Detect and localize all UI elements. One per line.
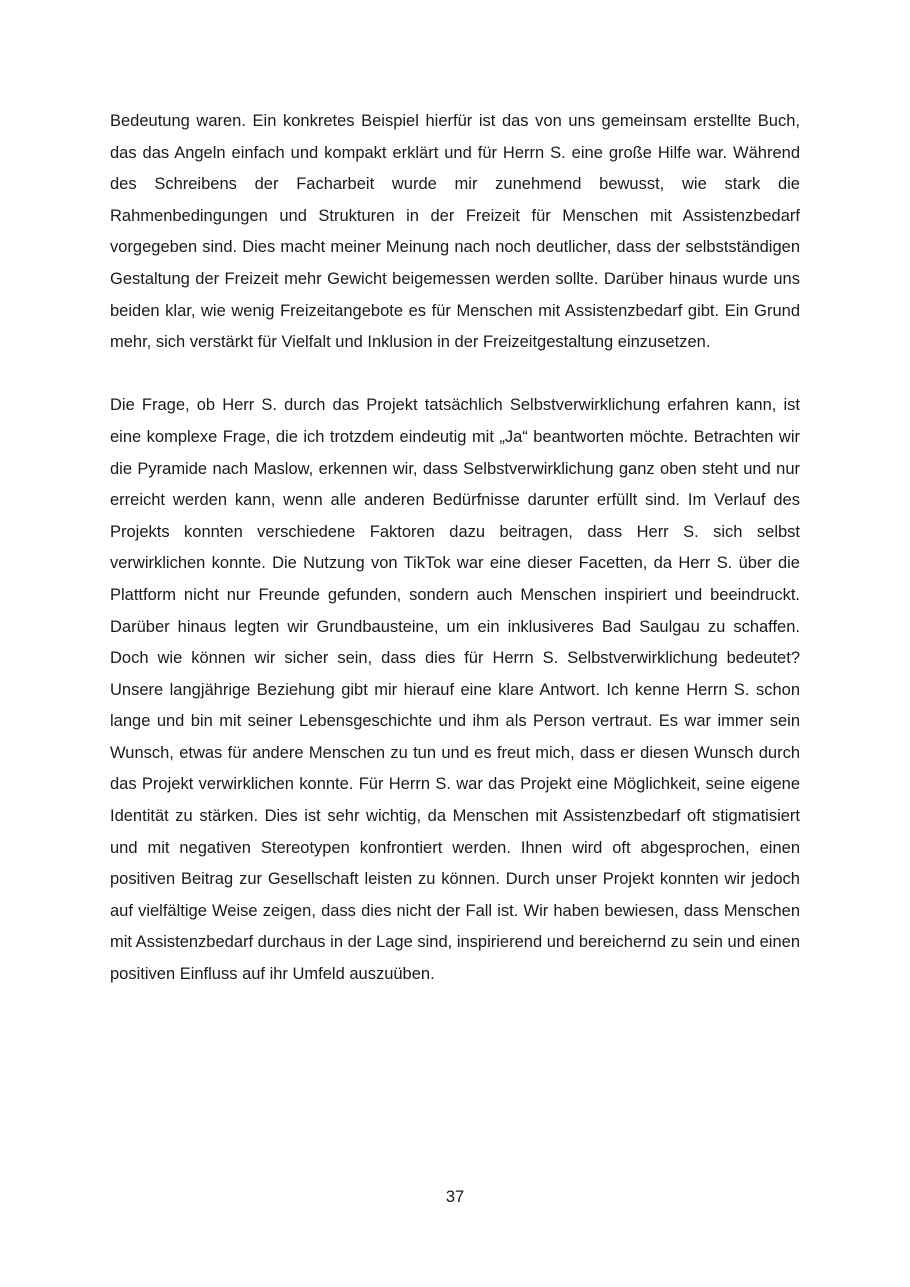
body-text <box>110 106 800 991</box>
paragraph-1: Bedeutung waren. Ein konkretes Beispiel hierfür ist das von uns gemeinsam erstellte Buch, das das Angeln einfach und kompakt erklärt und für Herrn S. eine große Hilfe war. Während des Schreibens der Facharbeit wurde mir zunehmend bewusst, wie stark die Rahmenbedingungen und Strukturen in der Freizeit für Menschen mit Assistenzbedarf vorgegeben sind. Dies macht meiner Meinung nach noch deutlicher, dass der selbstständigen Gestaltung der Freizeit mehr Gewicht beigemessen werden sollte. Darüber hinaus wurde uns beiden klar, wie wenig Freizeitangebote es für Menschen mit Assistenzbedarf gibt. Ein Grund mehr, sich verstärkt für Vielfalt und Inklusion in der Freizeitgestaltung einzusetzen. <box>110 112 800 352</box>
page-number: 37 <box>445 1188 465 1206</box>
paragraph-2: Die Frage, ob Herr S. durch das Projekt tatsächlich Selbstverwirklichung erfahren kann, ist eine komplexe Frage, die ich trotzdem eindeutig mit „Ja“ beantworten möchte. Betrachten wir die Pyramide nach Maslow, erkennen wir, dass Selbstverwirklichung ganz oben steht und nur erreicht werden kann, wenn alle anderen Bedürfnisse darunter erfüllt sind. Im Verlauf des Projekts konnten verschiedene Faktoren dazu beitragen, dass Herr S. sich selbst verwirklichen konnte. Die Nutzung von TikTok war eine dieser Facetten, da Herr S. über die Plattform nicht nur Freunde gefunden, sondern auch Menschen inspiriert und beeindruckt. Darüber hinaus legten wir Grundbausteine, um ein inklusiveres Bad Saulgau zu schaffen. Doch wie können wir sicher sein, dass dies für Herrn S. Selbstverwirklichung bedeutet? Unsere langjährige Beziehung gibt mir hierauf eine klare Antwort. Ich kenne Herrn S. schon lange und bin mit seiner Lebensgeschichte und ihm als Person vertraut. Es war immer sein Wunsch, etwas für andere Menschen zu tun und es freut mich, dass er diesen Wunsch durch das Projekt verwirklichen konnte. Für Herrn S. war das Projekt eine Möglichkeit, seine eigene Identität zu stärken. Dies ist sehr wichtig, da Menschen mit Assistenzbedarf oft stigmatisiert und mit negativen Stereotypen konfrontiert werden. Ihnen wird oft abgesprochen, einen positiven Beitrag zur Gesellschaft leisten zu können. Durch unser Projekt konnten wir jedoch auf vielfältige Weise zeigen, dass dies nicht der Fall ist. Wir haben bewiesen, dass Menschen mit Assistenzbedarf durchaus in der Lage sind, inspirierend und bereichernd zu sein und einen positiven Einfluss auf ihr Umfeld auszuüben. <box>110 396 800 984</box>
